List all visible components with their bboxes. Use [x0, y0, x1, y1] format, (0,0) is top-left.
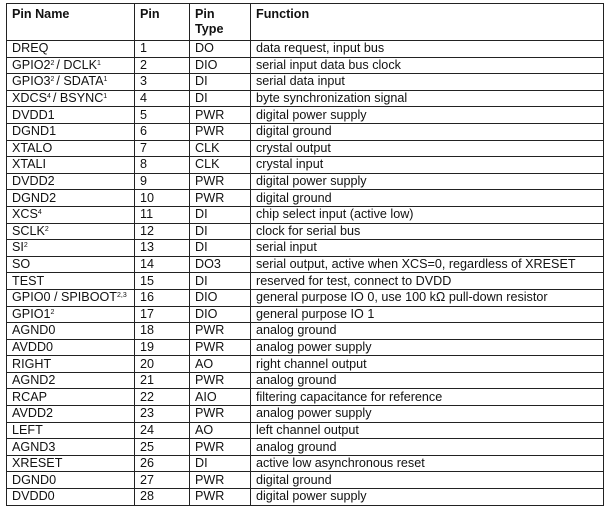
pin-name-alt-footnote: 1	[97, 59, 101, 67]
pin-type: CLK	[190, 140, 251, 157]
pin-name: GPIO0 / SPIBOOT	[12, 290, 117, 305]
table-row	[7, 123, 604, 140]
table-row	[7, 157, 604, 174]
pin-name: DGND2	[12, 190, 57, 205]
pin-table	[6, 3, 604, 506]
table-row	[7, 472, 604, 489]
pin-name-cell	[7, 57, 135, 74]
pin-name-footnote: 2	[44, 225, 49, 233]
pin-name-alt: / DCLK	[56, 57, 97, 72]
pin-type: PWR	[190, 123, 251, 140]
pin-name-cell	[7, 289, 135, 306]
pin-name-cell	[7, 356, 135, 373]
pin-function: digital ground	[251, 123, 604, 140]
pin-function: digital ground	[251, 472, 604, 489]
pin-function: left channel output	[251, 422, 604, 439]
pin-function: serial input	[251, 240, 604, 257]
pin-name: LEFT	[12, 422, 43, 437]
pin-number: 25	[135, 439, 190, 456]
pin-function: right channel output	[251, 356, 604, 373]
pin-number: 14	[135, 256, 190, 273]
pin-name: AGND2	[12, 373, 56, 388]
pin-number: 7	[135, 140, 190, 157]
pin-name-cell	[7, 273, 135, 290]
header-row	[7, 4, 604, 41]
pin-function: filtering capacitance for reference	[251, 389, 604, 406]
pin-name: DVDD2	[12, 174, 55, 189]
pin-name: AGND0	[12, 323, 56, 338]
pin-name-cell	[7, 323, 135, 340]
pin-function: general purpose IO 0, use 100 kΩ pull-down resistor	[251, 289, 604, 306]
table-row	[7, 289, 604, 306]
header-pin-type-line2: Type	[195, 22, 224, 36]
pin-number: 20	[135, 356, 190, 373]
pin-name: GPIO2	[12, 57, 51, 72]
pin-name-footnote: 2	[23, 242, 28, 250]
pin-name: DGND0	[12, 472, 57, 487]
pin-name: SO	[12, 257, 31, 272]
pin-name-alt-footnote: 1	[103, 76, 108, 84]
header-pin-type	[190, 4, 251, 41]
pin-function: analog ground	[251, 323, 604, 340]
pin-number: 18	[135, 323, 190, 340]
pin-name: DVDD1	[12, 107, 55, 122]
pin-name-cell	[7, 90, 135, 107]
pin-name-cell	[7, 389, 135, 406]
table-row	[7, 57, 604, 74]
pin-type: PWR	[190, 339, 251, 356]
pin-function: active low asynchronous reset	[251, 455, 604, 472]
pin-function: digital ground	[251, 190, 604, 207]
pin-function: data request, input bus	[251, 41, 604, 58]
pin-name: RCAP	[12, 389, 47, 404]
pin-function: analog power supply	[251, 339, 604, 356]
pin-name-cell	[7, 472, 135, 489]
table-row	[7, 422, 604, 439]
pin-function: analog ground	[251, 439, 604, 456]
pin-name-footnote: 4	[37, 209, 42, 217]
pin-name-cell	[7, 206, 135, 223]
pin-name-cell	[7, 173, 135, 190]
pin-type: PWR	[190, 406, 251, 423]
pin-number: 6	[135, 123, 190, 140]
pin-name: GPIO1	[12, 306, 51, 321]
pin-name: XRESET	[12, 456, 63, 471]
pin-number: 1	[135, 41, 190, 58]
pin-type: AO	[190, 356, 251, 373]
pin-name-footnote: 2	[50, 59, 55, 67]
pin-type: CLK	[190, 157, 251, 174]
table-row	[7, 339, 604, 356]
header-pin: Pin	[135, 4, 190, 41]
table-row	[7, 256, 604, 273]
pin-function: digital power supply	[251, 173, 604, 190]
pin-type: AIO	[190, 389, 251, 406]
pin-name: XTALO	[12, 140, 53, 155]
pin-name: RIGHT	[12, 356, 52, 371]
pin-type: PWR	[190, 489, 251, 506]
pin-type: DIO	[190, 289, 251, 306]
pin-number: 21	[135, 372, 190, 389]
pin-name-cell	[7, 489, 135, 506]
pin-name: GPIO3	[12, 74, 51, 89]
pin-function: digital power supply	[251, 489, 604, 506]
pin-type: DO3	[190, 256, 251, 273]
pin-type: PWR	[190, 439, 251, 456]
pin-function: chip select input (active low)	[251, 206, 604, 223]
pin-name-cell	[7, 140, 135, 157]
table-row	[7, 439, 604, 456]
pin-function: serial data input	[251, 74, 604, 91]
table-row	[7, 74, 604, 91]
pin-function: crystal output	[251, 140, 604, 157]
pin-type: DIO	[190, 306, 251, 323]
pin-name: XCS	[12, 207, 38, 222]
pin-name-cell	[7, 306, 135, 323]
pin-name-alt: / SDATA	[56, 74, 104, 89]
table-row	[7, 206, 604, 223]
pin-name-alt-footnote: 1	[103, 92, 108, 100]
pin-function: reserved for test, connect to DVDD	[251, 273, 604, 290]
table-row	[7, 190, 604, 207]
pin-number: 23	[135, 406, 190, 423]
pin-type: PWR	[190, 323, 251, 340]
pin-number: 28	[135, 489, 190, 506]
pin-type: DI	[190, 455, 251, 472]
table-row	[7, 323, 604, 340]
pin-number: 13	[135, 240, 190, 257]
table-row	[7, 41, 604, 58]
pin-name-footnote: 2	[50, 308, 55, 316]
pin-name-cell	[7, 240, 135, 257]
pin-function: crystal input	[251, 157, 604, 174]
pin-number: 16	[135, 289, 190, 306]
pin-number: 5	[135, 107, 190, 124]
pin-name: XDCS	[12, 91, 47, 106]
pin-name: AVDD2	[12, 406, 54, 421]
table-row	[7, 90, 604, 107]
pin-function: digital power supply	[251, 107, 604, 124]
table-row	[7, 372, 604, 389]
pin-name-alt: / BSYNC	[52, 91, 104, 106]
pin-number: 8	[135, 157, 190, 174]
pin-name-cell	[7, 372, 135, 389]
pin-name-cell	[7, 41, 135, 58]
pin-number: 27	[135, 472, 190, 489]
pin-type: DI	[190, 240, 251, 257]
pin-name-cell	[7, 157, 135, 174]
pin-function: clock for serial bus	[251, 223, 604, 240]
pin-number: 26	[135, 455, 190, 472]
pin-type: PWR	[190, 472, 251, 489]
pin-number: 22	[135, 389, 190, 406]
pin-function: serial output, active when XCS=0, regardless of XRESET	[251, 256, 604, 273]
pin-number: 9	[135, 173, 190, 190]
pin-number: 19	[135, 339, 190, 356]
pin-type: DI	[190, 90, 251, 107]
table-row	[7, 107, 604, 124]
table-row	[7, 240, 604, 257]
pin-name-footnote: 4	[47, 92, 51, 100]
pin-name: DREQ	[12, 41, 49, 56]
pin-name-cell	[7, 107, 135, 124]
table-row	[7, 356, 604, 373]
pin-name-cell	[7, 123, 135, 140]
pin-name-cell	[7, 439, 135, 456]
pin-name-cell	[7, 74, 135, 91]
pin-rows	[7, 41, 604, 506]
pin-number: 3	[135, 74, 190, 91]
table-row	[7, 389, 604, 406]
table-row	[7, 273, 604, 290]
pin-number: 11	[135, 206, 190, 223]
pin-function: analog power supply	[251, 406, 604, 423]
pin-type: DI	[190, 223, 251, 240]
pin-function: byte synchronization signal	[251, 90, 604, 107]
pin-name: TEST	[12, 273, 45, 288]
pin-number: 4	[135, 90, 190, 107]
header-pin-name: Pin Name	[7, 4, 135, 41]
pin-name: AGND3	[12, 439, 56, 454]
pin-name-cell	[7, 406, 135, 423]
pin-function: analog ground	[251, 372, 604, 389]
table-row	[7, 306, 604, 323]
pin-type: PWR	[190, 173, 251, 190]
pin-name: XTALI	[12, 157, 47, 172]
table-row	[7, 406, 604, 423]
pin-number: 12	[135, 223, 190, 240]
pin-type: DIO	[190, 57, 251, 74]
header-function: Function	[251, 4, 604, 41]
pin-name-cell	[7, 422, 135, 439]
pin-function: serial input data bus clock	[251, 57, 604, 74]
pin-function: general purpose IO 1	[251, 306, 604, 323]
pin-name-cell	[7, 223, 135, 240]
table-row	[7, 140, 604, 157]
pin-name-cell	[7, 256, 135, 273]
pin-type: DI	[190, 74, 251, 91]
pin-number: 17	[135, 306, 190, 323]
pin-number: 15	[135, 273, 190, 290]
pin-name-footnote: 2	[50, 76, 55, 84]
pin-name: SI	[12, 240, 24, 255]
pin-type: AO	[190, 422, 251, 439]
pin-name: DGND1	[12, 124, 57, 139]
pin-type: DI	[190, 206, 251, 223]
pin-type: PWR	[190, 372, 251, 389]
pin-name: DVDD0	[12, 489, 55, 504]
pin-number: 24	[135, 422, 190, 439]
pin-name: SCLK	[12, 223, 45, 238]
pin-name: AVDD0	[12, 339, 54, 354]
table-row	[7, 455, 604, 472]
pin-name-cell	[7, 190, 135, 207]
pin-name-cell	[7, 339, 135, 356]
pin-type: PWR	[190, 107, 251, 124]
pin-type: PWR	[190, 190, 251, 207]
pin-name-cell	[7, 455, 135, 472]
pin-type: DO	[190, 41, 251, 58]
table-row	[7, 489, 604, 506]
pin-type: DI	[190, 273, 251, 290]
pin-number: 2	[135, 57, 190, 74]
pin-number: 10	[135, 190, 190, 207]
pin-name-footnote: 2,3	[116, 292, 127, 300]
header-pin-type-line1: Pin	[195, 7, 215, 21]
table-row	[7, 223, 604, 240]
table-row	[7, 173, 604, 190]
